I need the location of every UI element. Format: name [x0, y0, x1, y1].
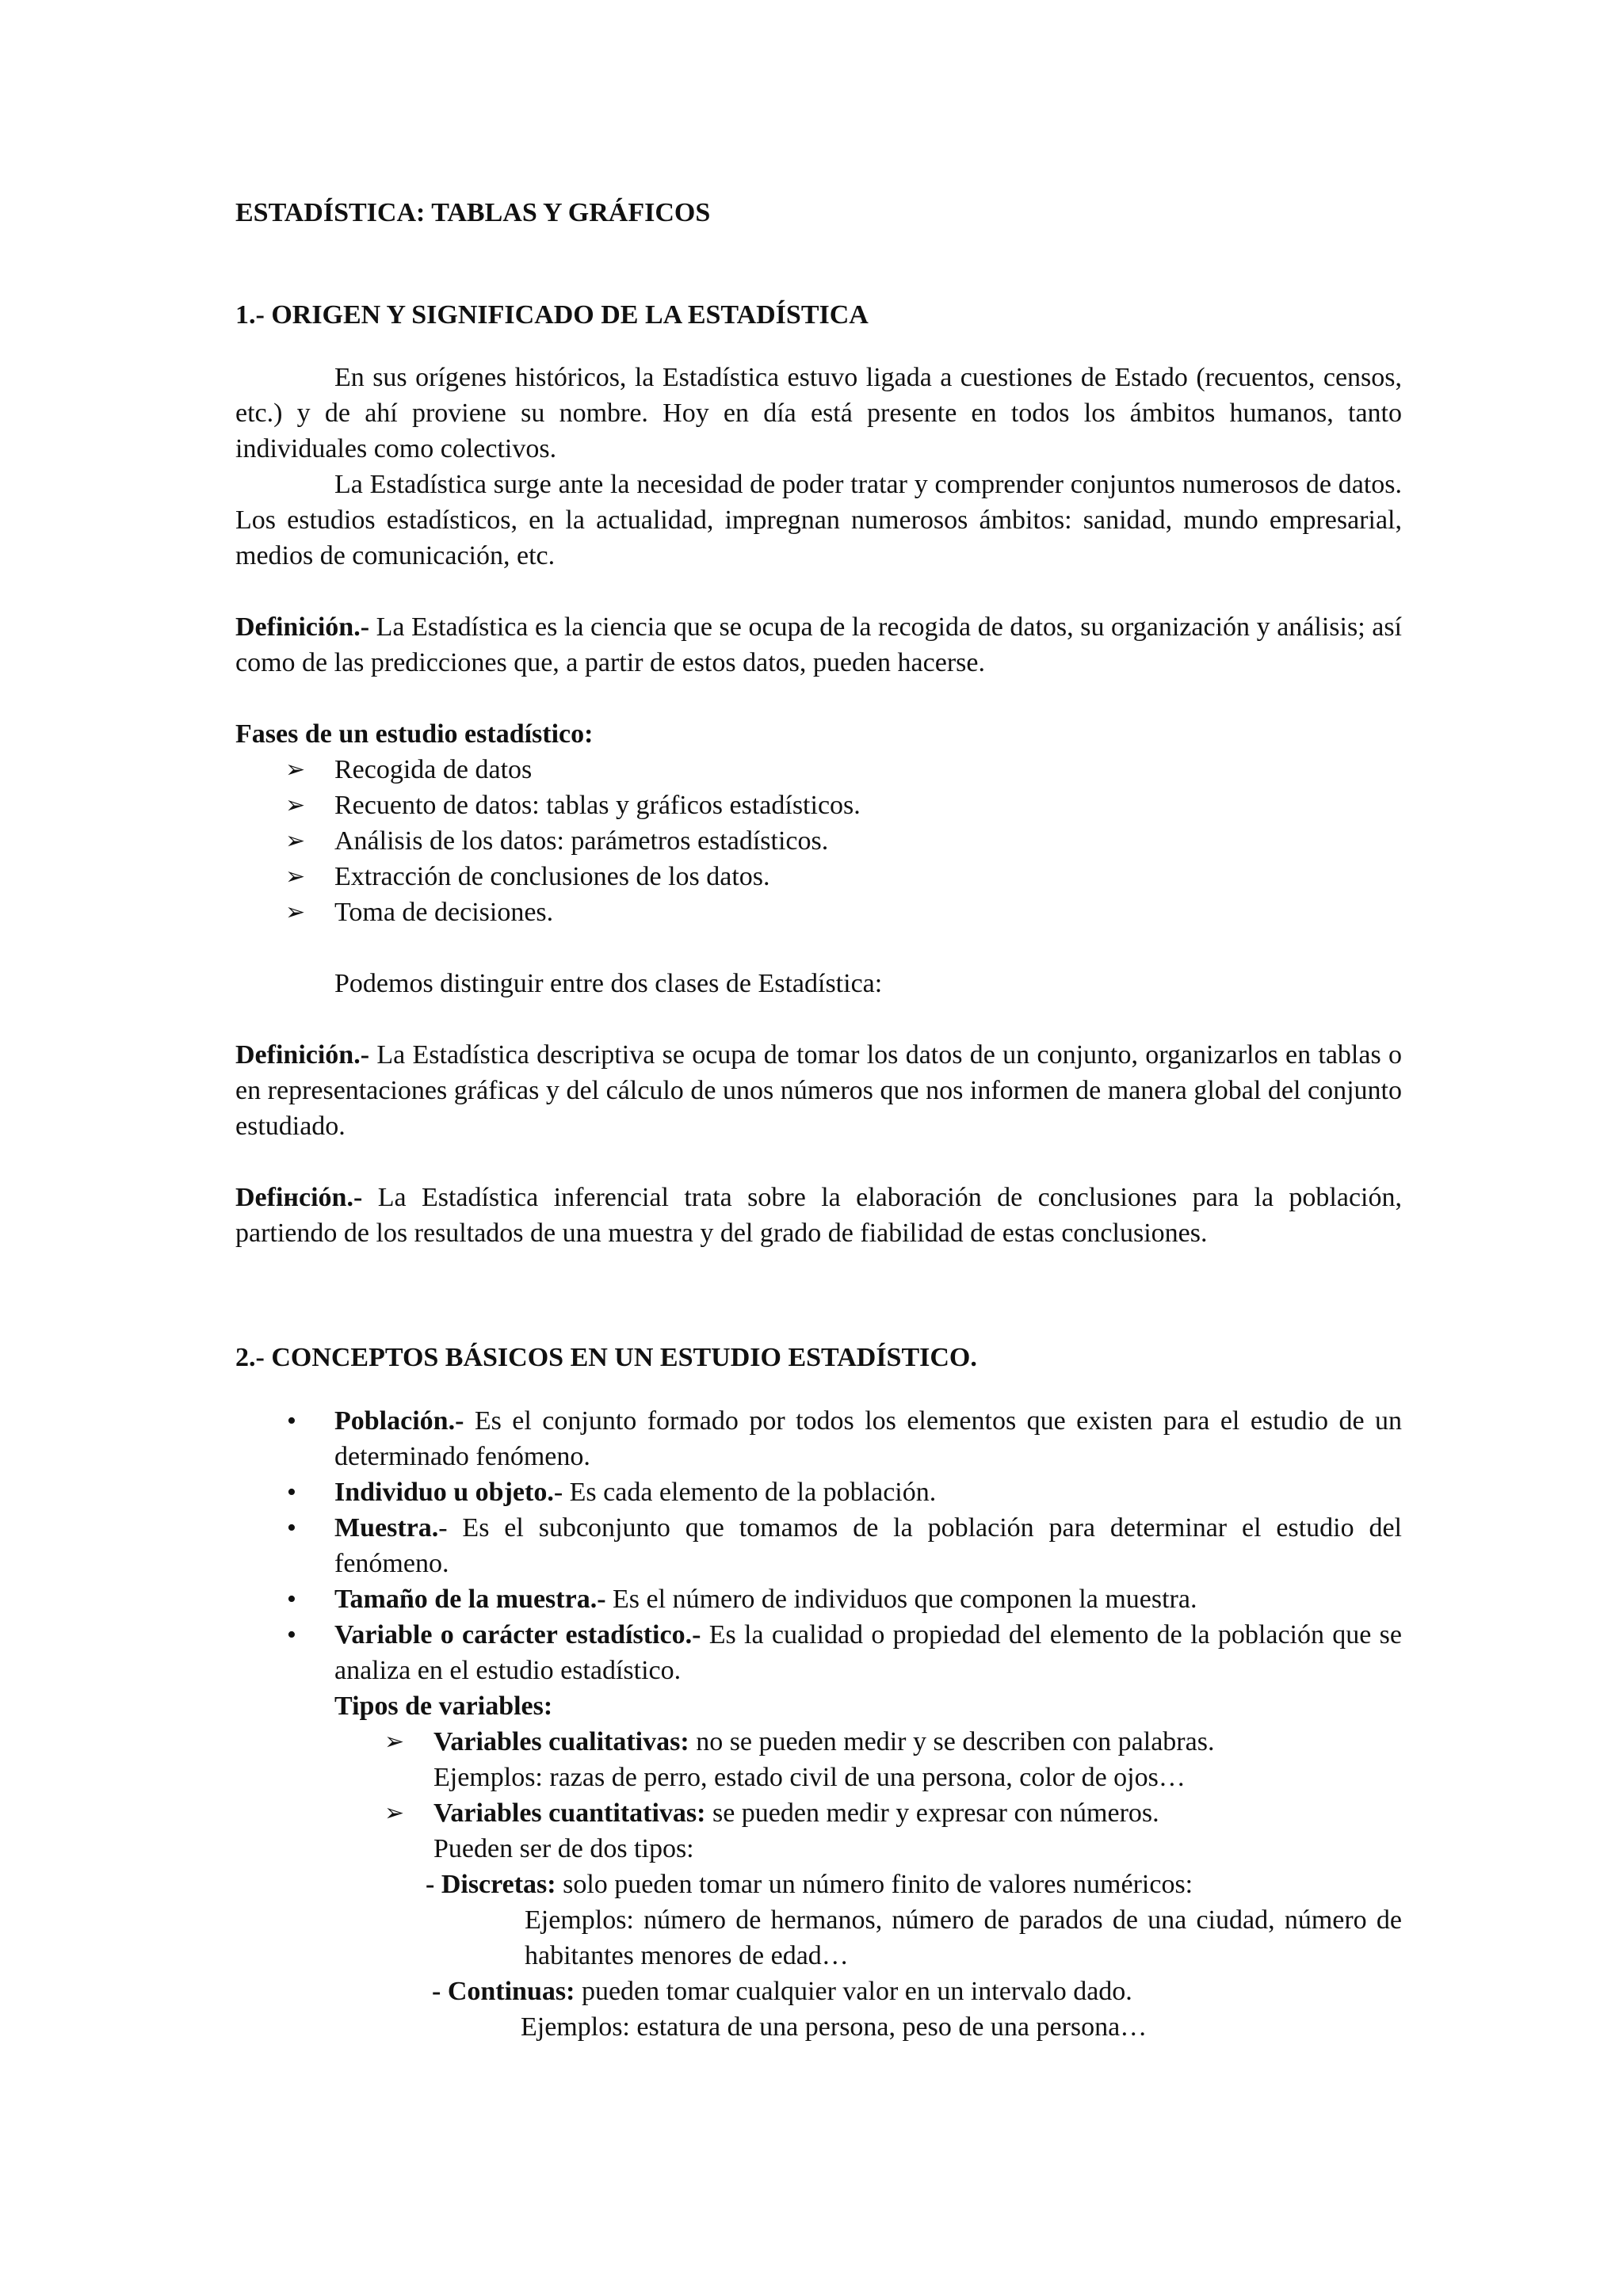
arrow-bullet-icon: ➢ [384, 1729, 405, 1755]
definition-label: Definición.- [235, 612, 370, 642]
list-item: ➢ Toma de decisiones. [334, 894, 1402, 930]
list-item: ➢ Variables cuantitativas: se pueden medir y expresar con números. Pueden ser de dos tipos: [433, 1795, 1402, 1867]
concepts-list [235, 1403, 1402, 1867]
list-item: • Variable o carácter estadístico.- Es la cualidad o propiedad del elemento de la población que se analiza en el estudio estadístico. Tipos de variables: ➢ Variables cualitativas: no se pueden medir y se describen con palabras. Ejemplos: razas de perro, estado civil de una persona, color de ojos… ➢ Variables cuantitativas: se pueden medir y expresar con números. Pueden ser de dos tipos: [334, 1617, 1402, 1867]
arrow-bullet-icon: ➢ [285, 899, 306, 925]
section-1-heading: 1.- ORIGEN Y SIGNIFICADO DE LA ESTADÍSTICA [235, 300, 869, 330]
section-2-heading: 2.- CONCEPTOS BÁSICOS EN UN ESTUDIO ESTADÍSTICO. [235, 1343, 977, 1372]
document-title: ESTADÍSTICA: TABLAS Y GRÁFICOS [235, 198, 711, 227]
definition-text: La Estadística inferencial trata sobre la elaboración de conclusiones para la población, partiendo de los resultados de una muestra y del grado de fiabilidad de estas conclusiones. [235, 1183, 1402, 1248]
discrete-block [426, 1867, 1402, 2045]
qualitative-example: Ejemplos: razas de perro, estado civil de una persona, color de ojos… [433, 1763, 1186, 1792]
document-content [235, 195, 1402, 2045]
variable-types-list [334, 1724, 1402, 1867]
discrete-line: - Discretas: solo pueden tomar un número finito de valores numéricos: [426, 1870, 1193, 1899]
continuous-line: - Continuas: pueden tomar cualquier valor en un intervalo dado. [432, 1977, 1132, 2006]
definition-statistics [235, 609, 1402, 681]
list-item: • Muestra.- Es el subconjunto que tomamos de la población para determinar el estudio del fenómeno. [334, 1510, 1402, 1581]
quantitative-types: Pueden ser de dos tipos: [433, 1834, 694, 1863]
list-item: ➢ Análisis de los datos: parámetros estadísticos. [334, 823, 1402, 859]
list-item: • Población.- Es el conjunto formado por todos los elementos que existen para el estudio de un determinado fenómeno. [334, 1403, 1402, 1474]
variable-types-heading: Tipos de variables: [334, 1691, 553, 1721]
definition-label: Definición.- [235, 1040, 370, 1070]
arrow-bullet-icon: ➢ [285, 792, 306, 818]
discrete-example: Ejemplos: número de hermanos, número de parados de una ciudad, número de habitantes menores de edad… [525, 1905, 1402, 1970]
bullet-icon: • [287, 1585, 296, 1614]
arrow-bullet-icon: ➢ [285, 757, 306, 783]
arrow-bullet-icon: ➢ [384, 1800, 405, 1826]
definition-text: La Estadística es la ciencia que se ocupa de la recogida de datos, su organización y análisis; así como de las predicciones que, a partir de estos datos, pueden hacerse. [235, 612, 1402, 677]
paragraph-need: La Estadística surge ante la necesidad de poder tratar y comprender conjuntos numerosos de datos. Los estudios estadísticos, en la actualidad, impregnan numerosos ámbitos: sanidad, mundo empresarial, medios de comunicación, etc. [235, 470, 1402, 570]
definition-descriptive [235, 1037, 1402, 1144]
arrow-bullet-icon: ➢ [285, 864, 306, 890]
definition-inferential [235, 1180, 1402, 1251]
bullet-icon: • [287, 1513, 296, 1543]
definition-label: Defінción.- [235, 1183, 363, 1212]
phases-heading: Fases de un estudio estadístico: [235, 719, 594, 749]
bullet-icon: • [287, 1478, 296, 1507]
list-item: ➢ Recuento de datos: tablas y gráficos estadísticos. [334, 788, 1402, 823]
list-item: • Individuo u objeto.- Es cada elemento de la población. [334, 1474, 1402, 1510]
list-item: ➢ Recogida de datos [334, 752, 1402, 788]
paragraph-origins: En sus orígenes históricos, la Estadística estuvo ligada a cuestiones de Estado (recuentos, censos, etc.) y de ahí proviene su nombre. Hoy en día está presente en todos los ámbitos humanos, tanto individuales como colectivos. [235, 363, 1402, 463]
list-item: ➢ Extracción de conclusiones de los datos. [334, 859, 1402, 894]
bullet-icon: • [287, 1620, 296, 1650]
definition-text: La Estadística descriptiva se ocupa de tomar los datos de un conjunto, organizarlos en tablas o en representaciones gráficas y del cálculo de unos números que nos informen de manera global del conjunto estudiado. [235, 1040, 1403, 1141]
continuous-example: Ejemplos: estatura de una persona, peso de una persona… [521, 2012, 1148, 2042]
arrow-bullet-icon: ➢ [285, 828, 306, 854]
bullet-icon: • [287, 1406, 296, 1436]
paragraph-distinguish: Podemos distinguir entre dos clases de Estadística: [334, 969, 883, 998]
phases-list [235, 752, 1402, 930]
list-item: • Tamaño de la muestra.- Es el número de individuos que componen la muestra. [334, 1581, 1402, 1617]
list-item: ➢ Variables cualitativas: no se pueden medir y se describen con palabras. Ejemplos: razas de perro, estado civil de una persona, color de ojos… [433, 1724, 1402, 1795]
